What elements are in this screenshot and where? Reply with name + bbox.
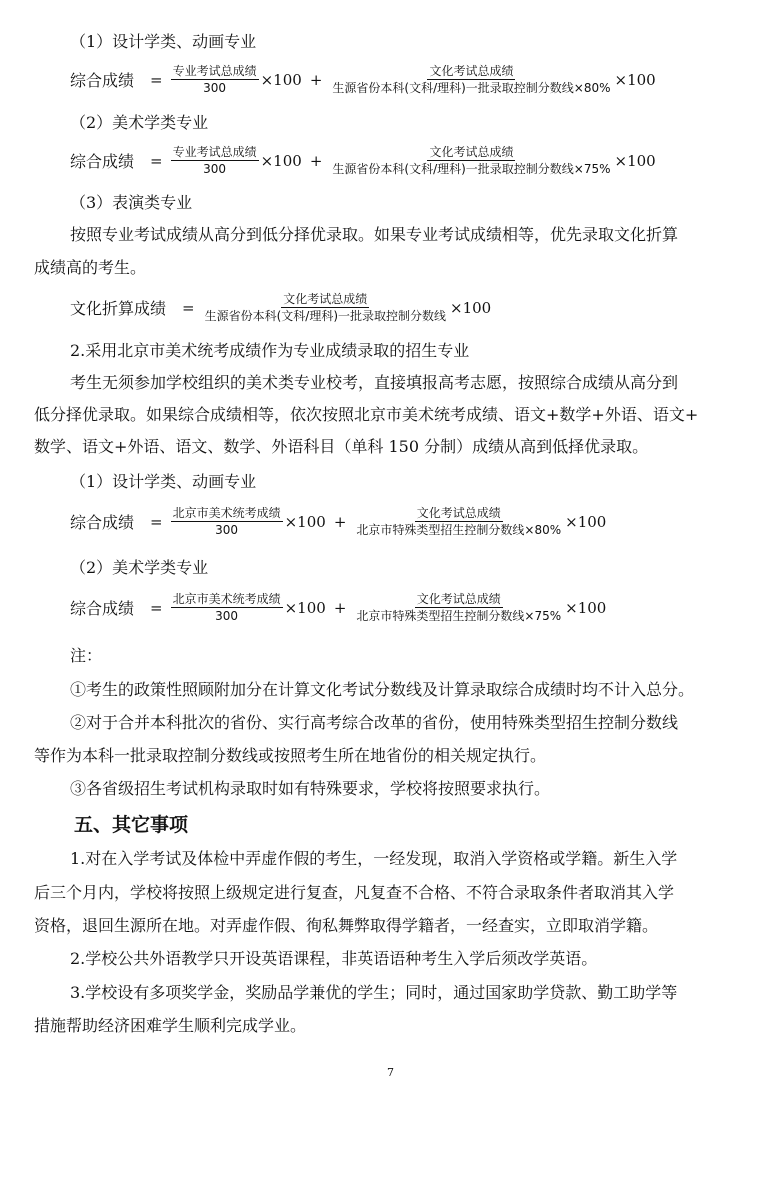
fraction-denominator: 生源省份本科(文科/理科)一批录取控制分数线×75% — [332, 162, 611, 176]
paragraph-line: 后三个月内，学校将按照上级规定进行复查，凡复查不合格、不符合录取条件者取消其入学 — [34, 883, 675, 902]
multiplier: ×100 — [565, 512, 607, 531]
fraction-numerator: 专业考试总成绩 — [172, 145, 257, 159]
paragraph-line: 低分择优录取。如果综合成绩相等，依次按照北京市美术统考成绩、语文+数学+外语、语文+ — [34, 405, 699, 424]
paragraph-line: 2.学校公共外语教学只开设英语课程，非英语语种考生入学后须改学英语。 — [70, 949, 598, 968]
fraction-numerator: 文化考试总成绩 — [283, 292, 368, 306]
fraction-culture — [354, 506, 563, 537]
paragraph-line: 数学、语文+外语、语文、数学、外语科目（单科 150 分制）成绩从高到低择优录取。 — [34, 437, 649, 456]
plus-sign: + — [309, 151, 323, 170]
formula-label: 文化折算成绩 — [70, 299, 167, 318]
fraction-professional — [171, 592, 283, 623]
equals-sign: = — [150, 70, 163, 89]
multiplier: ×100 — [260, 151, 302, 170]
section-heading: 五、其它事项 — [74, 814, 189, 836]
subsection-title: （1）设计学类、动画专业 — [70, 472, 257, 491]
fraction-culture — [330, 145, 612, 176]
note-item: ①考生的政策性照顾附加分在计算文化考试分数线及计算录取综合成绩时均不计入总分。 — [70, 680, 695, 699]
formula-label: 综合成绩 — [70, 152, 135, 171]
multiplier: ×100 — [284, 598, 326, 617]
multiplier: ×100 — [614, 151, 656, 170]
fraction-numerator: 北京市美术统考成绩 — [172, 592, 281, 606]
multiplier: ×100 — [284, 512, 326, 531]
formula-design-composite — [70, 64, 656, 95]
fraction-denominator: 生源省份本科(文科/理科)一批录取控制分数线 — [204, 309, 447, 323]
plus-sign: + — [333, 512, 347, 531]
fraction-denominator: 生源省份本科(文科/理科)一批录取控制分数线×80% — [332, 81, 611, 95]
fraction-culture — [203, 292, 448, 323]
subsection-title: （2）美术学类专业 — [70, 558, 209, 577]
fraction-denominator: 300 — [215, 523, 239, 537]
fraction-professional — [171, 506, 283, 537]
multiplier: ×100 — [565, 598, 607, 617]
section-title: 2.采用北京市美术统考成绩作为专业成绩录取的招生专业 — [70, 341, 470, 360]
equals-sign: = — [150, 598, 163, 617]
multiplier: ×100 — [260, 70, 302, 89]
fraction-professional — [171, 145, 259, 176]
note-item: ②对于合并本科批次的省份、实行高考综合改革的省份，使用特殊类型招生控制分数线 — [70, 713, 679, 732]
note-item-continuation: 等作为本科一批录取控制分数线或按照考生所在地省份的相关规定执行。 — [34, 746, 547, 765]
page-number: 7 — [387, 1066, 394, 1079]
paragraph-line: 1.对在入学考试及体检中弄虚作假的考生，一经发现，取消入学资格或学籍。新生入学 — [70, 849, 678, 868]
fraction-culture — [354, 592, 563, 623]
fraction-denominator: 北京市特殊类型招生控制分数线×75% — [356, 609, 562, 623]
fraction-numerator: 文化考试总成绩 — [429, 64, 514, 78]
paragraph-line: 成绩高的考生。 — [34, 258, 147, 277]
paragraph-line: 资格，退回生源所在地。对弄虚作假、徇私舞弊取得学籍者，一经查实，立即取消学籍。 — [34, 916, 659, 935]
formula-beijing-design — [70, 506, 606, 537]
subsection-title: （3）表演类专业 — [70, 193, 193, 212]
subsection-title: （1）设计学类、动画专业 — [70, 32, 257, 51]
equals-sign: = — [182, 298, 195, 317]
fraction-numerator: 文化考试总成绩 — [416, 506, 501, 520]
paragraph-line: 3.学校设有多项奖学金，奖励品学兼优的学生；同时，通过国家助学贷款、勤工助学等 — [70, 983, 678, 1002]
notes-label: 注： — [70, 646, 103, 665]
paragraph-line: 考生无须参加学校组织的美术类专业校考，直接填报高考志愿，按照综合成绩从高分到 — [70, 373, 679, 392]
paragraph-line: 按照专业考试成绩从高分到低分择优录取。如果专业考试成绩相等，优先录取文化折算 — [70, 225, 679, 244]
fraction-denominator: 300 — [215, 609, 239, 623]
fraction-denominator: 300 — [203, 162, 227, 176]
plus-sign: + — [333, 598, 347, 617]
paragraph-line: 措施帮助经济困难学生顺利完成学业。 — [34, 1016, 307, 1035]
fraction-numerator: 文化考试总成绩 — [416, 592, 501, 606]
fraction-culture — [330, 64, 612, 95]
equals-sign: = — [150, 512, 163, 531]
note-item: ③各省级招生考试机构录取时如有特殊要求，学校将按照要求执行。 — [70, 779, 551, 798]
multiplier: ×100 — [450, 298, 492, 317]
fraction-numerator: 北京市美术统考成绩 — [172, 506, 281, 520]
fraction-professional — [171, 64, 259, 95]
fraction-denominator: 北京市特殊类型招生控制分数线×80% — [356, 523, 562, 537]
plus-sign: + — [309, 70, 323, 89]
multiplier: ×100 — [614, 70, 656, 89]
formula-beijing-arts — [70, 592, 606, 623]
fraction-numerator: 文化考试总成绩 — [429, 145, 514, 159]
formula-arts-composite — [70, 145, 656, 176]
formula-label: 综合成绩 — [70, 599, 135, 618]
formula-label: 综合成绩 — [70, 71, 135, 90]
formula-label: 综合成绩 — [70, 513, 135, 532]
subsection-title: （2）美术学类专业 — [70, 113, 209, 132]
fraction-denominator: 300 — [203, 81, 227, 95]
fraction-numerator: 专业考试总成绩 — [172, 64, 257, 78]
formula-culture-converted — [70, 292, 491, 323]
equals-sign: = — [150, 151, 163, 170]
